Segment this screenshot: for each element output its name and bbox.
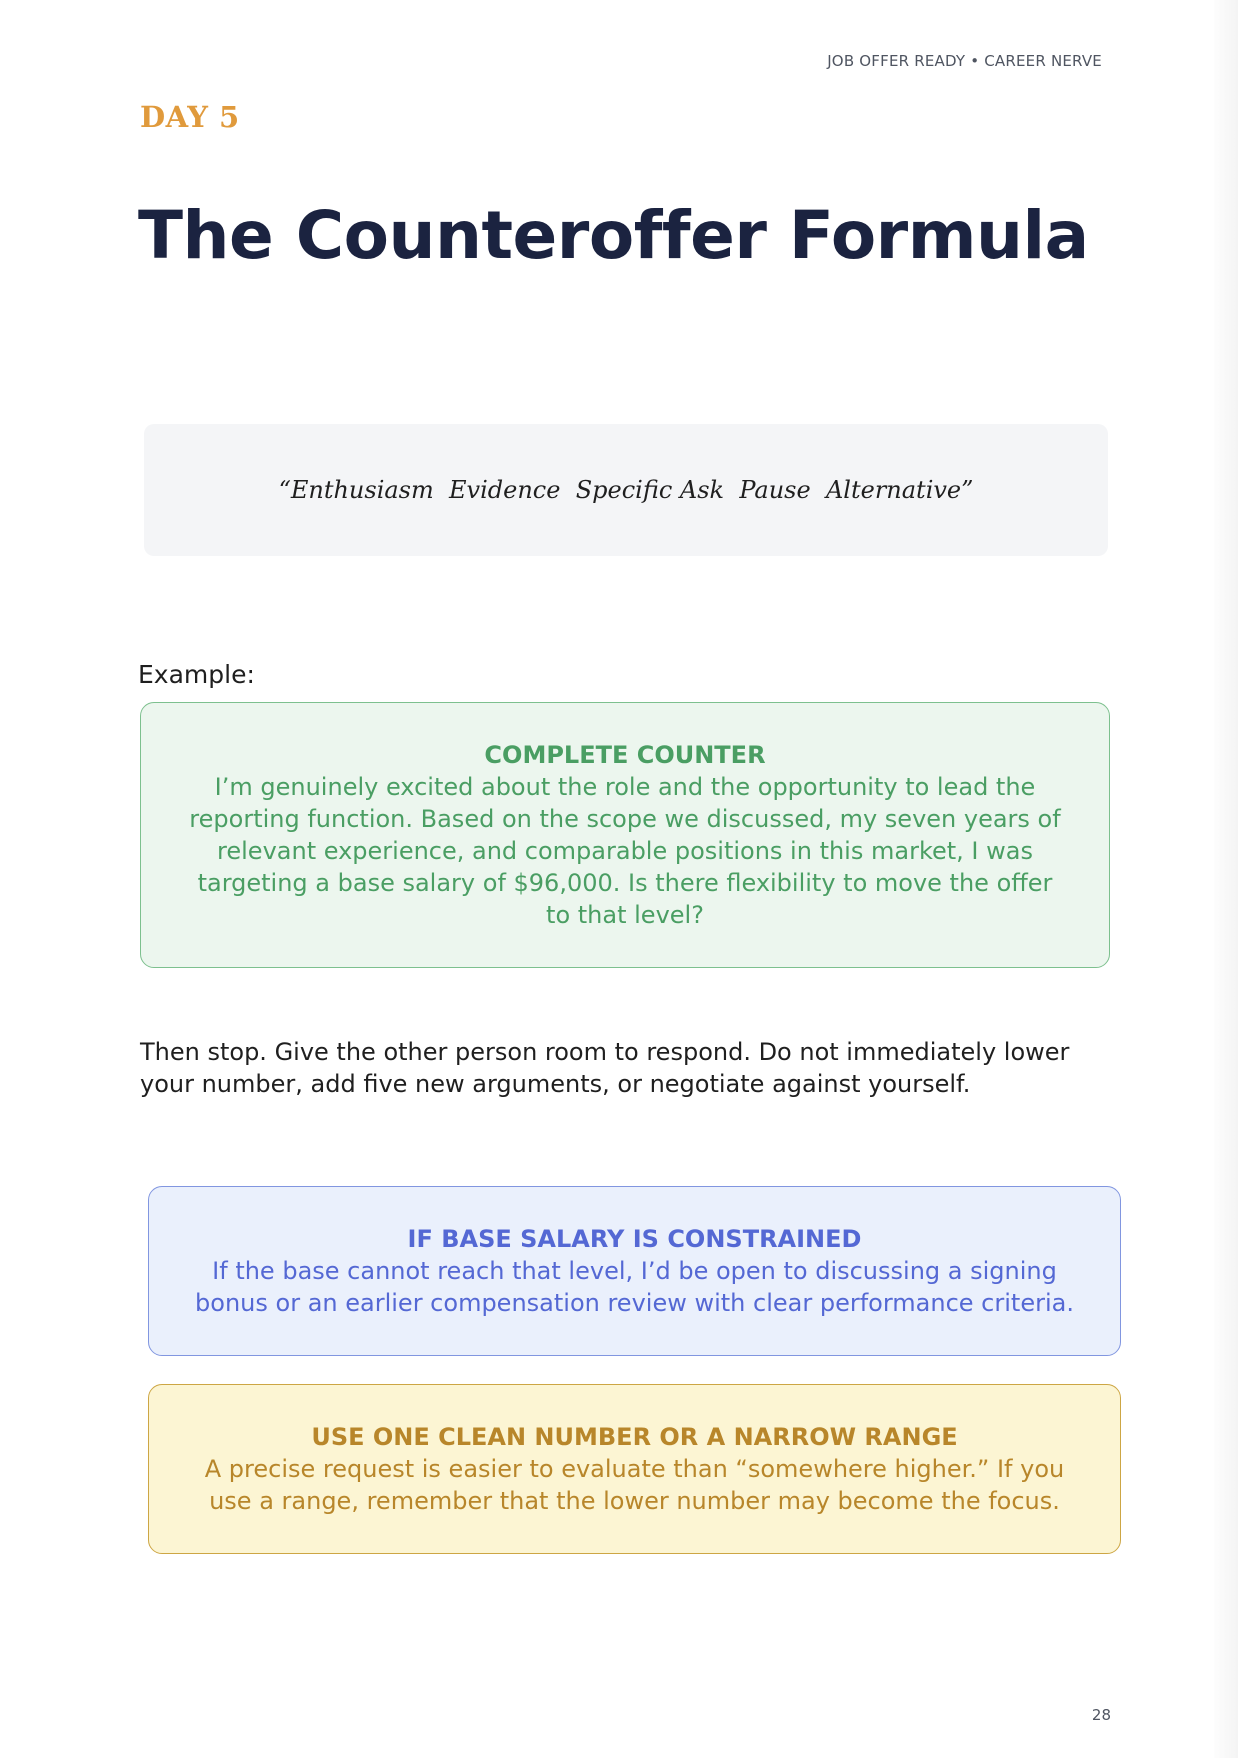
clean-number-callout bbox=[148, 1384, 1121, 1554]
callout-heading: COMPLETE COUNTER bbox=[484, 741, 766, 769]
callout-body: If the base cannot reach that level, I’d be open to discussing a signing bonus or an earlier compensation review with clear performance criteria. bbox=[195, 1257, 1074, 1317]
base-constrained-callout bbox=[148, 1186, 1121, 1356]
page-number: 28 bbox=[1091, 1706, 1111, 1724]
callout-heading: USE ONE CLEAN NUMBER OR A NARROW RANGE bbox=[311, 1423, 958, 1451]
day-label: DAY 5 bbox=[140, 100, 240, 134]
page-title: The Counteroffer Formula bbox=[138, 197, 1089, 274]
running-header: JOB OFFER READY • CAREER NERVE bbox=[827, 52, 1102, 70]
page-edge-shade bbox=[1214, 0, 1238, 1758]
callout-heading: IF BASE SALARY IS CONSTRAINED bbox=[407, 1225, 862, 1253]
callout-body: I’m genuinely excited about the role and the opportunity to lead the reporting function. Based on the scope we discussed, my seven years of relevant experience, and comparable positions in this market, I was targeting a base salary of $96,000. Is there flexibility to move the offer to that level? bbox=[189, 773, 1061, 929]
formula-box bbox=[144, 424, 1108, 556]
callout-body: A precise request is easier to evaluate than “somewhere higher.” If you use a range, remember that the lower number may become the focus. bbox=[204, 1455, 1065, 1515]
formula-text: “Enthusiasm Evidence Specific Ask Pause Alternative” bbox=[278, 476, 974, 504]
body-paragraph: Then stop. Give the other person room to respond. Do not immediately lower your number, add five new arguments, or negotiate against yourself. bbox=[140, 1038, 1070, 1098]
complete-counter-callout bbox=[140, 702, 1110, 968]
example-label: Example: bbox=[138, 660, 255, 689]
